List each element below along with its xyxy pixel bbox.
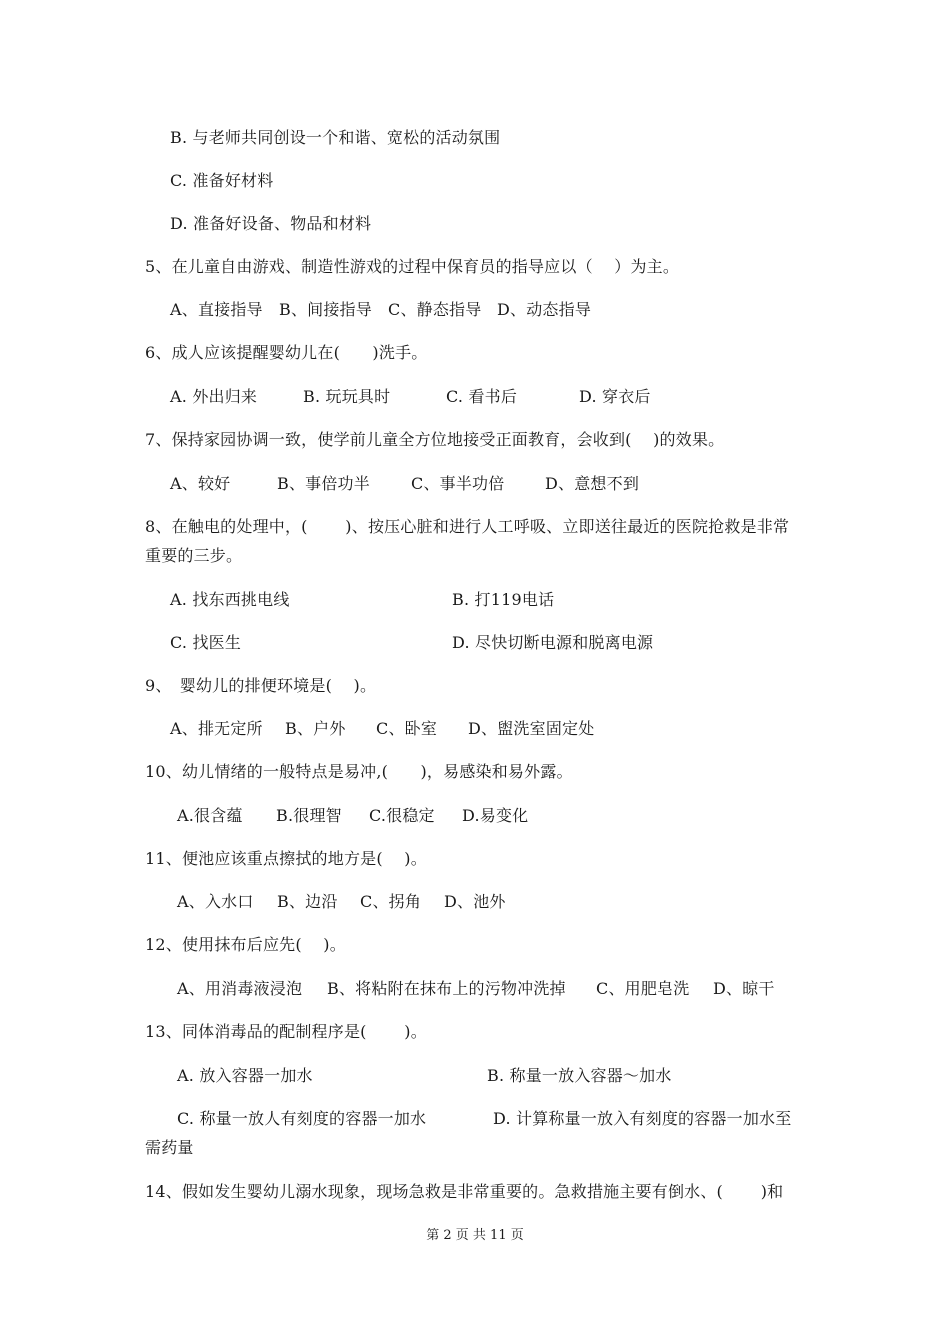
q9-option-c: C、卧室 <box>376 719 438 738</box>
question-6: 6、成人应该提醒婴幼儿在( )洗手。 <box>145 343 428 362</box>
q7-option-d: D、意想不到 <box>545 474 640 493</box>
q13-option-c: C. 称量一放人有刻度的容器一加水 <box>177 1109 427 1128</box>
q13-option-b: B. 称量一放入容器～加水 <box>487 1066 672 1085</box>
q5-option-d: D、动态指导 <box>497 300 592 319</box>
question-5: 5、在儿童自由游戏、制造性游戏的过程中保育员的指导应以（ ）为主。 <box>145 257 680 276</box>
page-footer: 第 2 页 共 11 页 <box>426 1228 524 1243</box>
q12-option-b: B、将粘附在抹布上的污物冲洗掉 <box>327 979 566 998</box>
q8-option-d: D. 尽快切断电源和脱离电源 <box>452 633 654 652</box>
q5-option-b: B、间接指导 <box>279 300 372 319</box>
q11-option-c: C、拐角 <box>360 892 422 911</box>
question-14: 14、假如发生婴幼儿溺水现象，现场急救是非常重要的。急救措施主要有倒水、( )和 <box>145 1182 784 1201</box>
q8-option-c: C. 找医生 <box>170 633 242 652</box>
q11-option-a: A、入水口 <box>177 892 254 911</box>
q7-option-c: C、事半功倍 <box>411 474 505 493</box>
question-12: 12、使用抹布后应先( )。 <box>145 935 346 954</box>
q9-option-d: D、盥洗室固定处 <box>468 719 595 738</box>
q5-option-c: C、静态指导 <box>388 300 482 319</box>
q10-option-b: B.很理智 <box>276 806 342 825</box>
q13-option-d-continued: 需药量 <box>145 1138 194 1157</box>
option-b: B. 与老师共同创设一个和谐、宽松的活动氛围 <box>170 128 501 147</box>
question-8-continued: 重要的三步。 <box>145 546 243 565</box>
q7-option-b: B、事倍功半 <box>277 474 370 493</box>
q9-option-a: A、排无定所 <box>170 719 263 738</box>
q6-option-a: A. 外出归来 <box>170 387 258 406</box>
q5-option-a: A、直接指导 <box>170 300 263 319</box>
q10-option-a: A.很含蕴 <box>177 806 243 825</box>
question-7: 7、保持家园协调一致，使学前儿童全方位地接受正面教育，会收到( )的效果。 <box>145 430 725 449</box>
question-8: 8、在触电的处理中，( )、按压心脏和进行人工呼吸、立即送往最近的医院抢救是非常 <box>145 517 790 536</box>
q11-option-b: B、边沿 <box>277 892 338 911</box>
q6-option-c: C. 看书后 <box>446 387 518 406</box>
q12-option-c: C、用肥皂洗 <box>596 979 690 998</box>
q13-option-a: A. 放入容器一加水 <box>177 1066 313 1085</box>
q10-option-d: D.易变化 <box>462 806 529 825</box>
q7-option-a: A、较好 <box>170 474 231 493</box>
q10-option-c: C.很稳定 <box>369 806 435 825</box>
q12-option-a: A、用消毒液浸泡 <box>177 979 303 998</box>
question-9: 9、 婴幼儿的排便环境是( )。 <box>145 676 377 695</box>
question-13: 13、同体消毒品的配制程序是( )。 <box>145 1022 427 1041</box>
q6-option-d: D. 穿衣后 <box>579 387 651 406</box>
option-d: D. 准备好设备、物品和材料 <box>170 214 372 233</box>
q8-option-a: A. 找东西挑电线 <box>170 590 290 609</box>
q12-option-d: D、晾干 <box>713 979 775 998</box>
q6-option-b: B. 玩玩具时 <box>303 387 391 406</box>
q9-option-b: B、户外 <box>285 719 346 738</box>
q13-option-d: D. 计算称量一放入有刻度的容器一加水至 <box>493 1109 792 1128</box>
question-11: 11、便池应该重点擦拭的地方是( )。 <box>145 849 427 868</box>
question-10: 10、幼儿情绪的一般特点是易冲,( )，易感染和易外露。 <box>145 762 573 781</box>
q11-option-d: D、池外 <box>444 892 506 911</box>
q8-option-b: B. 打119电话 <box>452 590 555 609</box>
option-c: C. 准备好材料 <box>170 171 274 190</box>
